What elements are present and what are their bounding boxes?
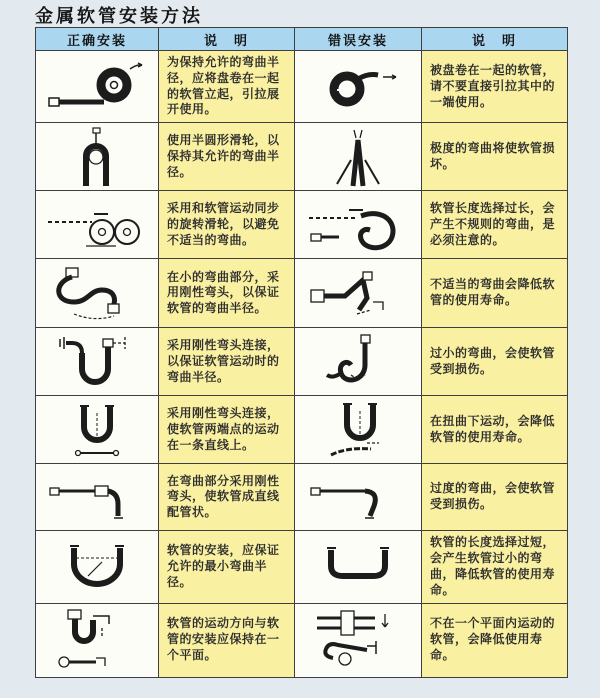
correct-description: 采用和软管运动同步的旋转滑轮，以避免不适当的弯曲。	[159, 191, 295, 259]
correct-image-cell	[36, 603, 159, 677]
sharp-v-kink-icon	[303, 126, 413, 188]
rigid-elbow-small-bend-icon	[42, 262, 152, 324]
wrong-description: 不适当的弯曲会降低软管的使用寿命。	[422, 259, 568, 328]
table-row	[36, 464, 568, 531]
correct-image-cell	[36, 464, 159, 531]
correct-image-cell	[36, 328, 159, 396]
single-plane-trap-icon	[42, 606, 152, 674]
straight-pipe-rigid-elbow-icon	[42, 466, 152, 528]
wrong-image-cell	[295, 123, 422, 191]
table-row	[36, 259, 568, 328]
table-row	[36, 51, 568, 123]
wrong-image-cell	[295, 464, 422, 531]
table-row	[36, 191, 568, 259]
correct-image-cell	[36, 396, 159, 464]
wrong-image-cell	[295, 531, 422, 603]
installation-method-table	[35, 27, 568, 678]
wrong-image-cell	[295, 191, 422, 259]
out-of-plane-motion-icon	[303, 606, 413, 674]
table-row	[36, 396, 568, 464]
wrong-description: 被盘卷在一起的软管，请不要直接引拉其中的一端使用。	[422, 51, 568, 123]
table-row	[36, 328, 568, 396]
u-loop-inline-motion-icon	[42, 399, 152, 461]
correct-image-cell	[36, 259, 159, 328]
wrong-description: 过度的弯曲，会使软管受到损伤。	[422, 464, 568, 531]
table-row	[36, 123, 568, 191]
correct-image-cell	[36, 531, 159, 603]
wrong-image-cell	[295, 259, 422, 328]
wrong-image-cell	[295, 396, 422, 464]
rotating-pulleys-icon	[42, 196, 152, 254]
correct-image-cell	[36, 123, 159, 191]
correct-description: 在弯曲部分采用刚性弯头，使软管成直线配管状。	[159, 464, 295, 531]
wrong-image-cell	[295, 603, 422, 677]
wrong-image-cell	[295, 328, 422, 396]
correct-description: 采用刚性弯头连接，以保证软管运动时的弯曲半径。	[159, 328, 295, 396]
table-header-row	[36, 28, 568, 51]
rigid-elbow-u-loop-icon	[42, 331, 152, 393]
header-wrong-installation: 错误安装	[295, 28, 422, 51]
correct-description: 采用刚性弯头连接，使软管两端点的运动在一条直线上。	[159, 396, 295, 464]
hose-over-pulley-icon	[42, 126, 152, 188]
too-small-bend-hook-icon	[303, 331, 413, 393]
correct-description: 使用半圆形滑轮，以保持其允许的弯曲半径。	[159, 123, 295, 191]
wrong-description: 软管的长度选择过短，会产生软管过小的弯曲，降低软管的使用寿命。	[422, 531, 568, 603]
page-title: 金属软管安装方法	[35, 6, 203, 27]
wrong-description: 在扭曲下运动，会降低软管的使用寿命。	[422, 396, 568, 464]
wrong-description: 不在一个平面内运动的软管，会降低使用寿命。	[422, 603, 568, 677]
coil-pulled-from-end-icon	[303, 57, 413, 117]
correct-description: 软管的运动方向与软管的安装应保持在一个平面。	[159, 603, 295, 677]
coiled-hose-unrolled-icon	[42, 57, 152, 117]
correct-description: 为保持允许的弯曲半径，应将盘卷在一起的软管立起，引拉展开使用。	[159, 51, 295, 123]
correct-description: 软管的安装，应保证允许的最小弯曲半径。	[159, 531, 295, 603]
u-loop-min-radius-icon	[42, 536, 152, 598]
overlong-hose-loop-icon	[303, 196, 413, 254]
too-short-flattened-u-icon	[303, 536, 413, 598]
u-loop-twisted-icon	[303, 399, 413, 461]
wrong-description: 极度的弯曲将使软管损坏。	[422, 123, 568, 191]
correct-image-cell	[36, 191, 159, 259]
excessive-bend-icon	[303, 466, 413, 528]
header-correct-installation: 正确安装	[36, 28, 159, 51]
wrong-description: 过小的弯曲，会使软管受到损伤。	[422, 328, 568, 396]
table-row	[36, 531, 568, 603]
improper-sharp-bend-icon	[303, 262, 413, 324]
correct-image-cell	[36, 51, 159, 123]
correct-description: 在小的弯曲部分，采用刚性弯头，以保证软管的弯曲半径。	[159, 259, 295, 328]
header-description-wrong: 说 明	[422, 28, 568, 51]
wrong-image-cell	[295, 51, 422, 123]
wrong-description: 软管长度选择过长，会产生不规则的弯曲，是必须注意的。	[422, 191, 568, 259]
table-row	[36, 603, 568, 677]
header-description-correct: 说 明	[159, 28, 295, 51]
